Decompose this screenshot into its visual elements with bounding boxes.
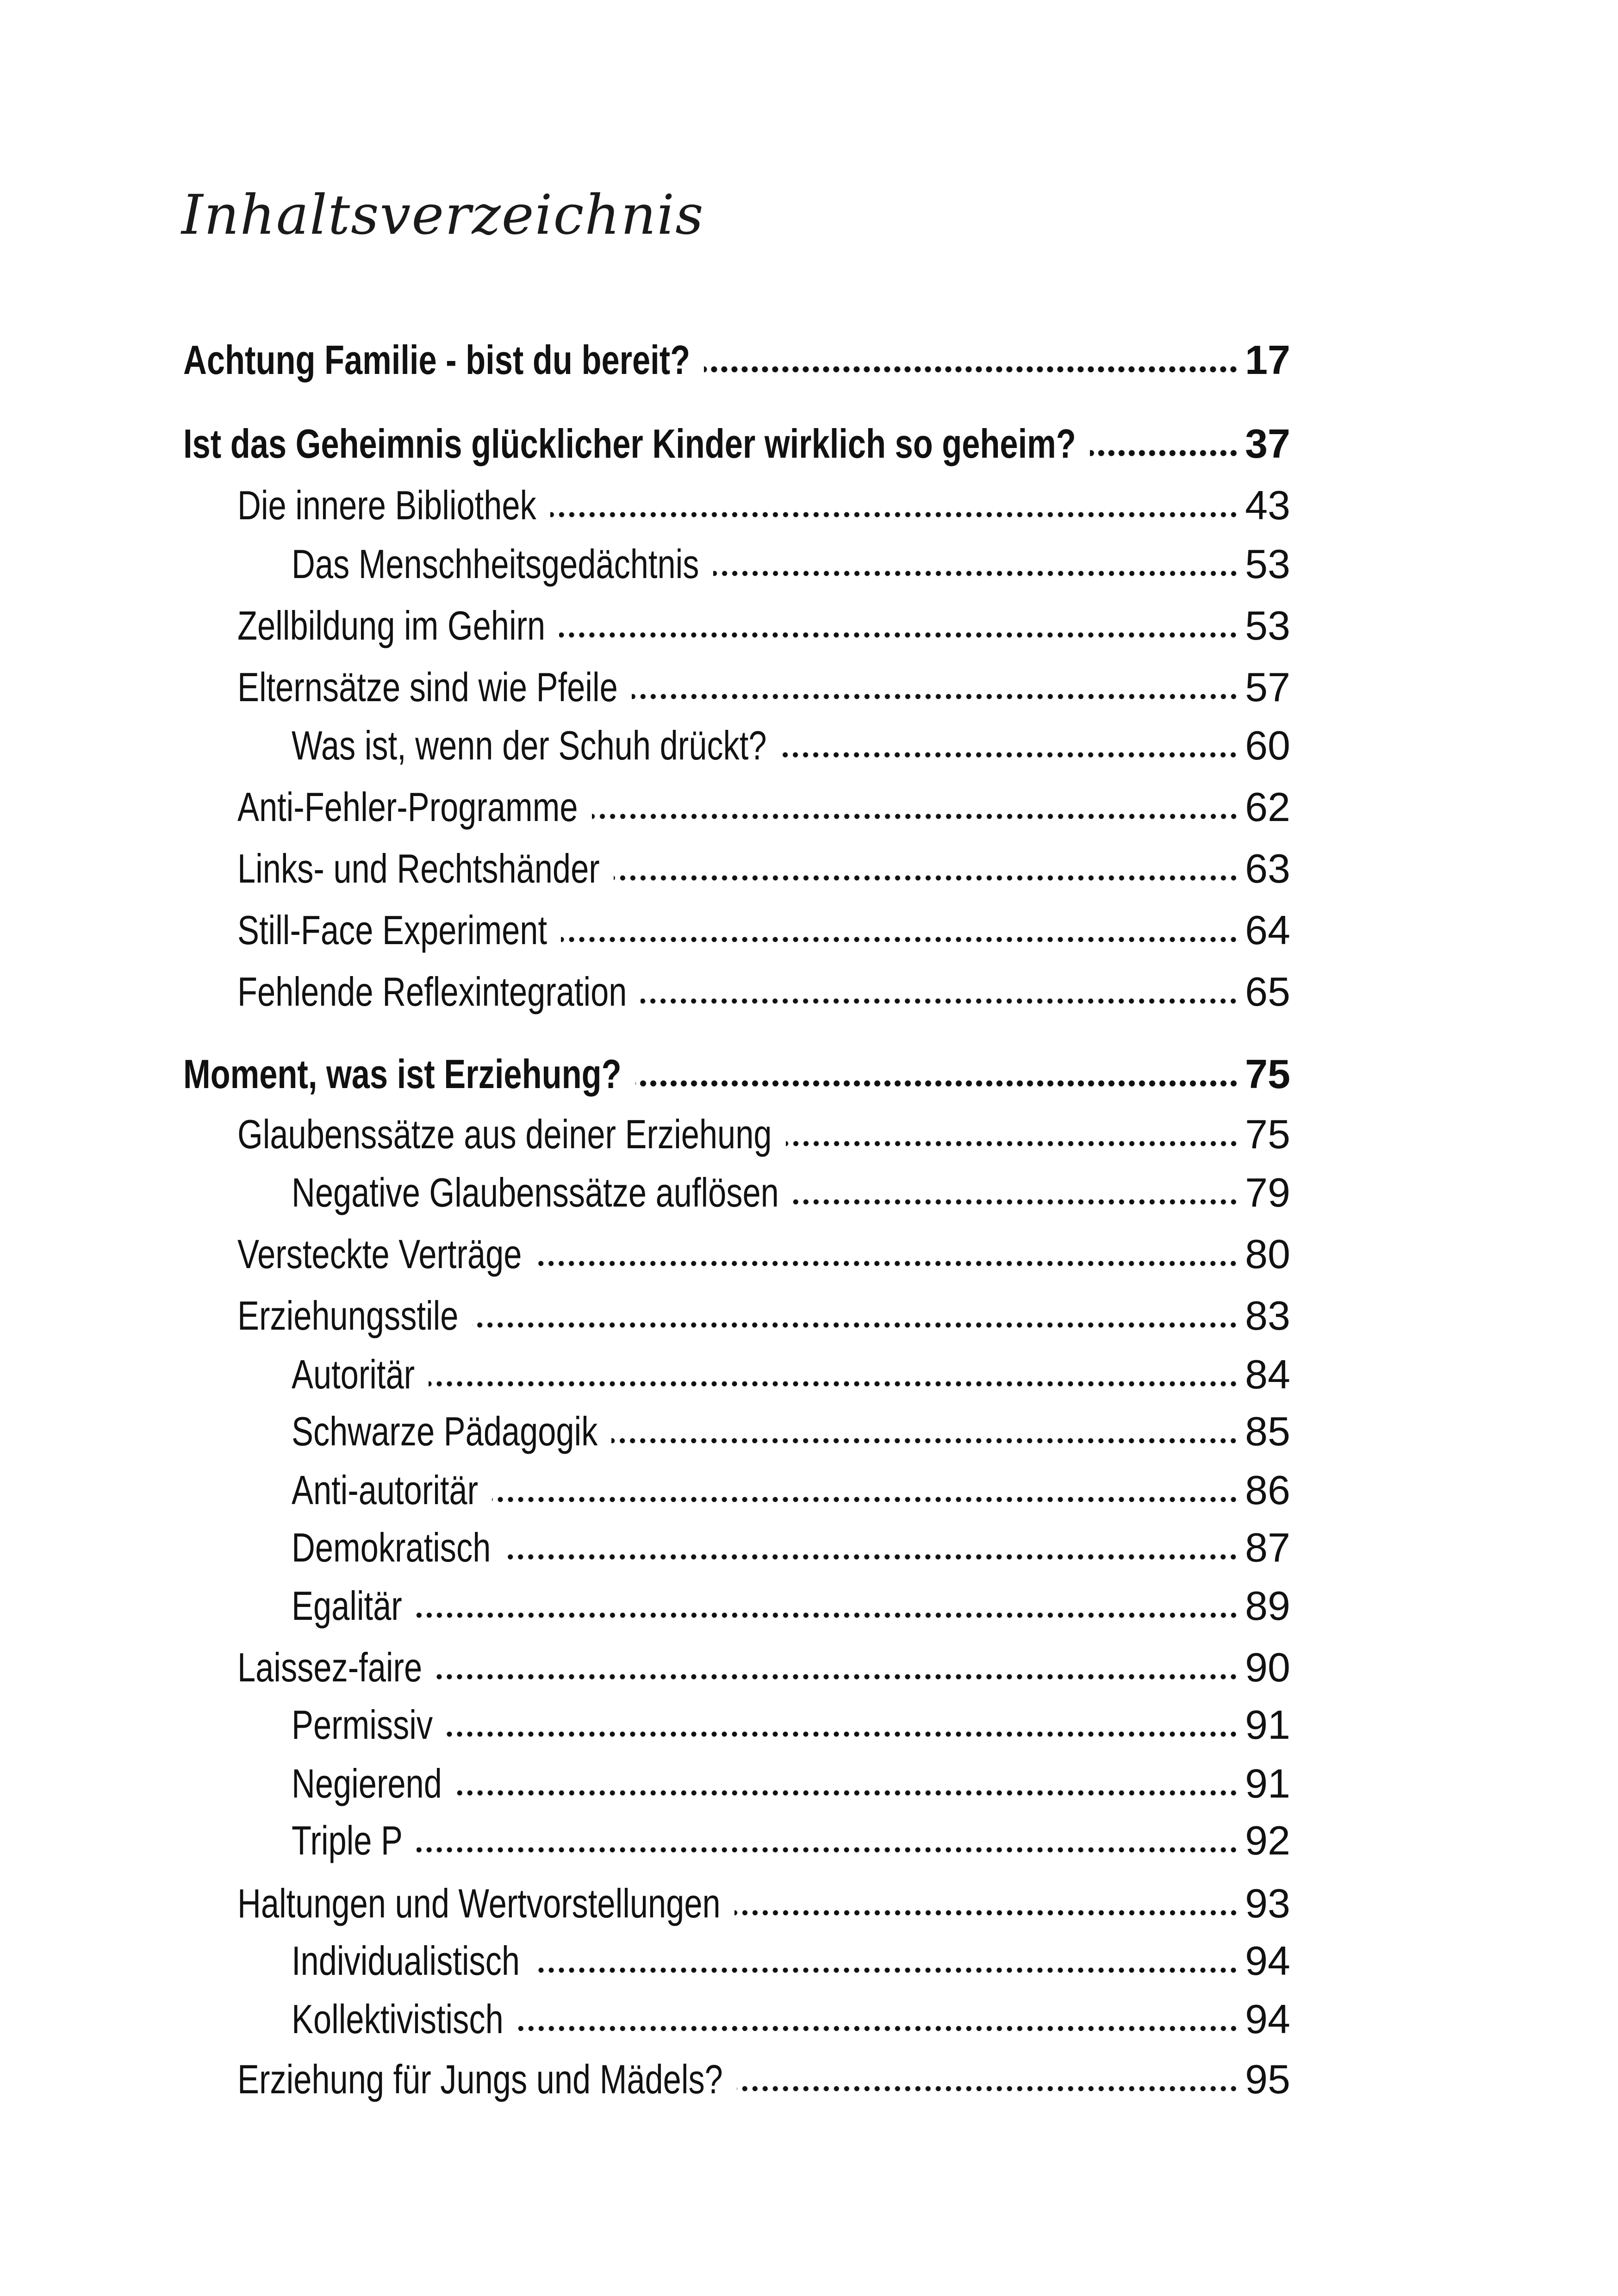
toc-entry-title: Erziehungsstile xyxy=(237,1293,459,1338)
toc-entry[interactable] xyxy=(237,600,1290,651)
dot-leader xyxy=(492,1495,1238,1504)
toc-entry-page: 80 xyxy=(1245,1231,1290,1277)
dot-leader xyxy=(456,1788,1238,1798)
toc-entry-page: 87 xyxy=(1245,1524,1290,1570)
dot-leader xyxy=(535,1259,1238,1268)
toc-entry-title: Still-Face Experiment xyxy=(237,907,548,953)
dot-leader xyxy=(561,935,1238,944)
toc-entry-page: 65 xyxy=(1245,969,1290,1014)
toc-entry[interactable] xyxy=(237,480,1290,531)
toc-entry-page: 62 xyxy=(1245,784,1290,830)
toc-entry[interactable] xyxy=(292,539,1290,590)
toc-entry-title: Schwarze Pädagogik xyxy=(292,1408,598,1454)
dot-leader xyxy=(1090,448,1238,458)
dot-leader xyxy=(504,1552,1238,1562)
toc-entry[interactable] xyxy=(292,1815,1290,1866)
dot-leader xyxy=(534,1966,1238,1975)
toc-entry-title: Anti-autoritär xyxy=(292,1467,479,1513)
toc-entry-title: Egalitär xyxy=(292,1583,402,1629)
toc-entry-page: 79 xyxy=(1245,1170,1290,1215)
toc-entry-page: 91 xyxy=(1245,1761,1290,1806)
toc-entry-page: 53 xyxy=(1245,541,1290,587)
dot-leader xyxy=(635,1079,1239,1088)
toc-entry-page: 94 xyxy=(1245,1938,1290,1984)
dot-leader xyxy=(737,2084,1238,2093)
toc-entry-page: 57 xyxy=(1245,664,1290,710)
toc-entry-title: Moment, was ist Erziehung? xyxy=(183,1051,622,1097)
toc-entry-page: 85 xyxy=(1245,1408,1290,1454)
toc-entry[interactable] xyxy=(292,1406,1290,1457)
toc-entry[interactable] xyxy=(237,1642,1290,1693)
toc-entry-title: Demokratisch xyxy=(292,1524,491,1570)
dot-leader xyxy=(417,1845,1238,1854)
toc-entry[interactable] xyxy=(237,1290,1290,1341)
toc-entry-title: Was ist, wenn der Schuh drückt? xyxy=(292,722,767,768)
dot-leader xyxy=(592,812,1239,821)
toc-entry-title: Links- und Rechtshänder xyxy=(237,846,600,891)
dot-leader xyxy=(559,630,1238,640)
toc-entry[interactable] xyxy=(292,1699,1290,1750)
toc-entry-page: 90 xyxy=(1245,1644,1290,1690)
toc-entry[interactable] xyxy=(237,1109,1290,1160)
toc-entry-page: 17 xyxy=(1245,337,1290,383)
toc-entry[interactable] xyxy=(292,1758,1290,1809)
toc-entry-page: 91 xyxy=(1245,1702,1290,1748)
toc-entry[interactable] xyxy=(292,720,1290,771)
dot-leader xyxy=(517,2024,1238,2033)
toc-entry-title: Elternsätze sind wie Pfeile xyxy=(237,664,618,710)
dot-leader xyxy=(429,1379,1238,1388)
toc-entry-page: 84 xyxy=(1245,1351,1290,1397)
toc-entry-page: 92 xyxy=(1245,1817,1290,1863)
toc-entry[interactable] xyxy=(292,1994,1290,2045)
toc-entry-title: Haltungen und Wertvorstellungen xyxy=(237,1880,721,1926)
toc-entry-page: 43 xyxy=(1245,482,1290,528)
toc-entry[interactable] xyxy=(237,662,1290,713)
toc-entry-title: Ist das Geheimnis glücklicher Kinder wirklich so geheim? xyxy=(183,421,1076,467)
dot-leader xyxy=(632,692,1238,701)
toc-entry[interactable] xyxy=(237,1229,1290,1280)
toc-entry[interactable] xyxy=(237,2054,1290,2105)
dot-leader xyxy=(447,1730,1238,1739)
dot-leader xyxy=(704,365,1238,374)
toc-entry-title: Negative Glaubenssätze auflösen xyxy=(292,1170,779,1215)
dot-leader xyxy=(611,1436,1238,1445)
toc-entry-title: Permissiv xyxy=(292,1702,433,1748)
dot-leader xyxy=(713,569,1239,578)
page-title: Inhaltsverzeichnis xyxy=(181,183,704,247)
dot-leader xyxy=(734,1908,1238,1917)
toc-entry-title: Achtung Familie - bist du bereit? xyxy=(183,337,691,383)
dot-leader xyxy=(641,996,1238,1006)
toc-entry-page: 86 xyxy=(1245,1467,1290,1513)
toc-entry-page: 93 xyxy=(1245,1880,1290,1926)
dot-leader xyxy=(550,510,1238,519)
toc-entry[interactable] xyxy=(183,418,1290,469)
toc-entry-title: Triple P xyxy=(292,1817,403,1863)
toc-entry[interactable] xyxy=(237,966,1290,1017)
dot-leader xyxy=(436,1672,1238,1681)
toc-entry-title: Das Menschheitsgedächtnis xyxy=(292,541,699,587)
toc-entry[interactable] xyxy=(292,1580,1290,1631)
toc-entry[interactable] xyxy=(292,1465,1290,1516)
toc-entry-title: Individualistisch xyxy=(292,1938,520,1984)
toc-entry-title: Kollektivistisch xyxy=(292,1996,504,2042)
toc-entry[interactable] xyxy=(292,1935,1290,1986)
toc-entry[interactable] xyxy=(292,1522,1290,1573)
dot-leader xyxy=(614,873,1238,883)
toc-entry-page: 95 xyxy=(1245,2056,1290,2102)
toc-entry-title: Negierend xyxy=(292,1761,442,1806)
toc-entry-page: 60 xyxy=(1245,722,1290,768)
toc-entry-title: Glaubenssätze aus deiner Erziehung xyxy=(237,1111,772,1157)
toc-entry-page: 64 xyxy=(1245,907,1290,953)
dot-leader xyxy=(472,1320,1238,1330)
toc-entry-title: Zellbildung im Gehirn xyxy=(237,603,546,648)
toc-entry-page: 75 xyxy=(1245,1111,1290,1157)
toc-entry-title: Laissez-faire xyxy=(237,1644,423,1690)
toc-entry-title: Fehlende Reflexintegration xyxy=(237,969,627,1014)
toc-entry-page: 75 xyxy=(1245,1051,1290,1097)
toc-entry-page: 63 xyxy=(1245,846,1290,891)
dot-leader xyxy=(780,750,1238,759)
dot-leader xyxy=(793,1197,1238,1207)
toc-entry[interactable] xyxy=(292,1167,1290,1218)
toc-entry-page: 53 xyxy=(1245,603,1290,648)
dot-leader xyxy=(786,1139,1239,1148)
toc-entry[interactable] xyxy=(183,335,1290,386)
toc-entry[interactable] xyxy=(237,905,1290,956)
toc-entry[interactable] xyxy=(237,782,1290,833)
toc-entry[interactable] xyxy=(237,1878,1290,1929)
toc-entry-title: Die innere Bibliothek xyxy=(237,482,536,528)
dot-leader xyxy=(416,1611,1238,1620)
toc-entry-page: 94 xyxy=(1245,1996,1290,2042)
toc-entry-title: Autoritär xyxy=(292,1351,415,1397)
toc-entry[interactable] xyxy=(292,1349,1290,1400)
toc-entry[interactable] xyxy=(237,843,1290,894)
toc-entry-page: 37 xyxy=(1245,421,1290,467)
toc-entry-title: Erziehung für Jungs und Mädels? xyxy=(237,2056,723,2102)
toc-entry[interactable] xyxy=(183,1049,1290,1100)
toc-entry-page: 89 xyxy=(1245,1583,1290,1629)
toc-entry-title: Versteckte Verträge xyxy=(237,1231,522,1277)
toc-entry-page: 83 xyxy=(1245,1293,1290,1338)
toc-entry-title: Anti-Fehler-Programme xyxy=(237,784,578,830)
